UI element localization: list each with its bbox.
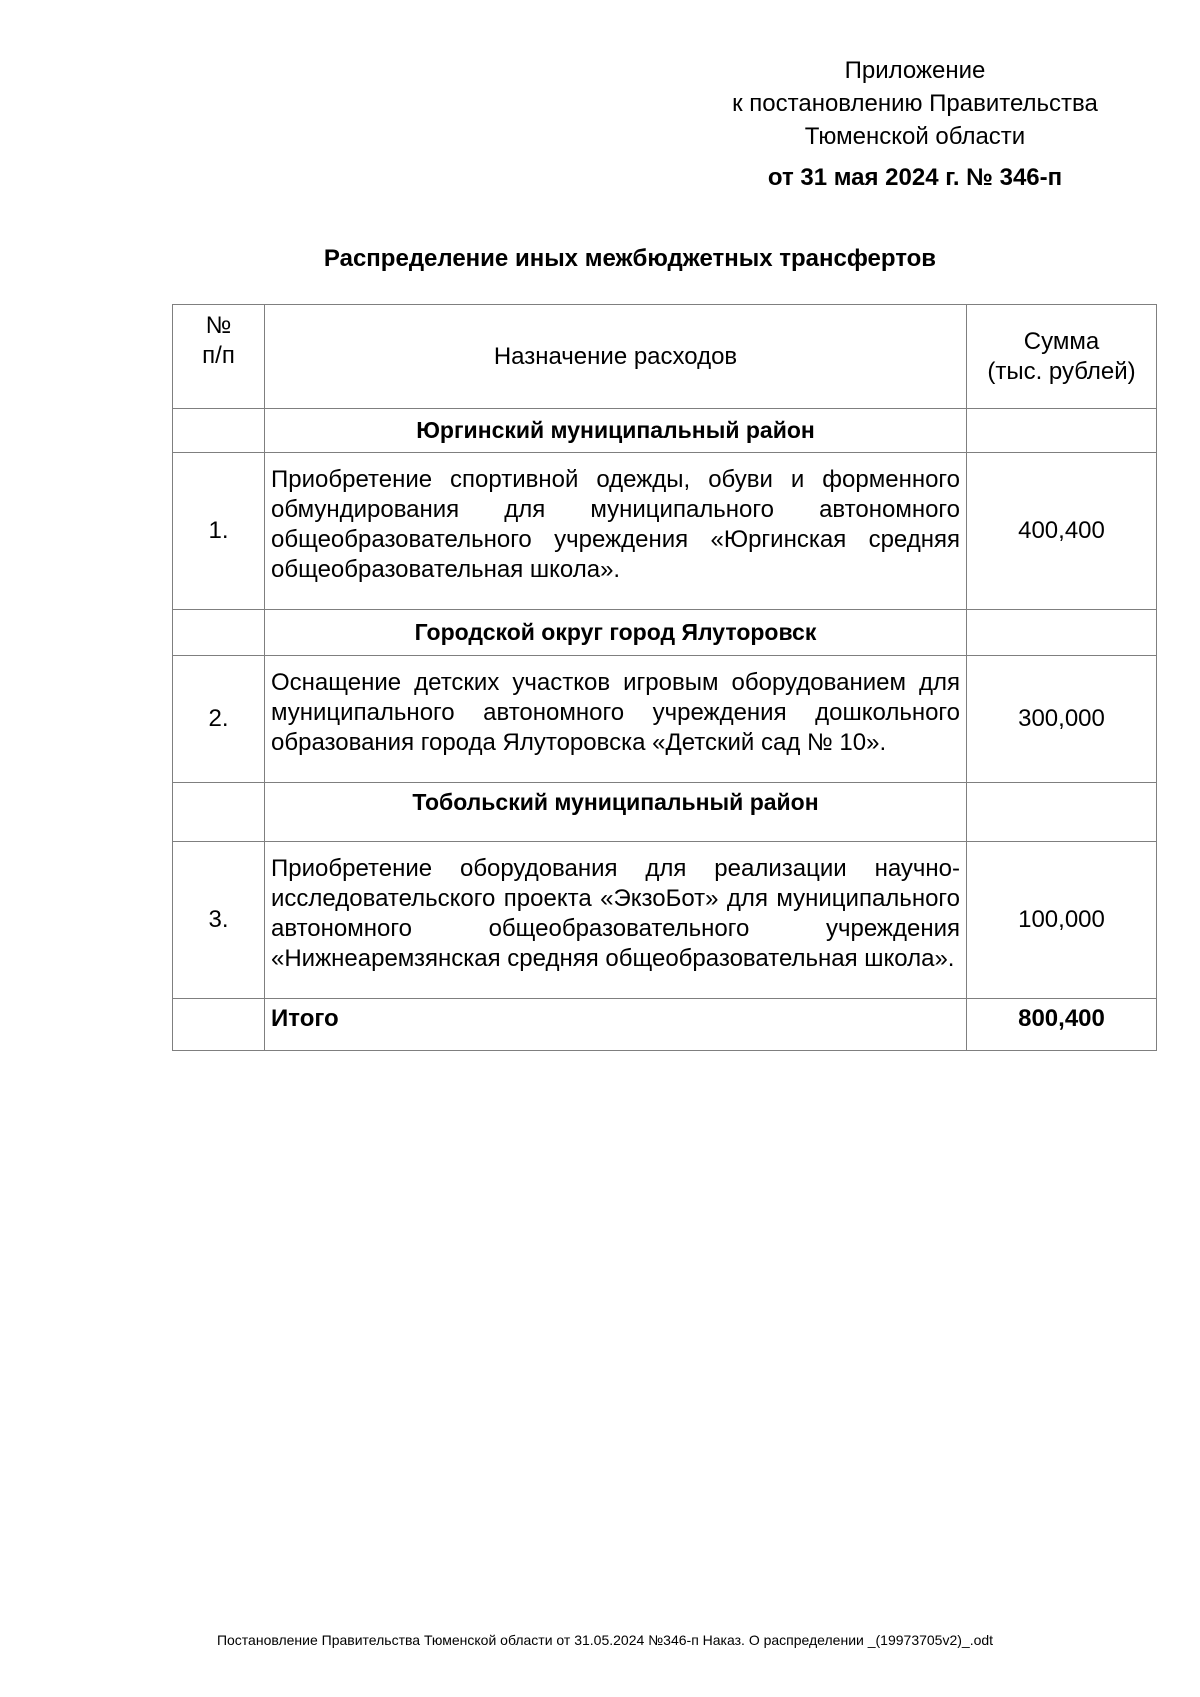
file-footer: Постановление Правительства Тюменской области от 31.05.2024 №346-п Наказ. О распределении _(19973705v2)_.odt (216, 1632, 994, 1648)
row-purpose: Приобретение спортивной одежды, обуви и форменного обмундирования для муниципального автономного общеобразовательного учреждения «Юргинская средняя общеобразовательная школа». (265, 453, 967, 610)
table-row (173, 453, 1157, 610)
row-purpose: Приобретение оборудования для реализации научно-исследовательского проекта «ЭкзоБот» для муниципального автономного общеобразовательного учреждения «Нижнеаремзянская средняя общеобразовательная школа». (265, 842, 967, 999)
group-name: Городской округ город Ялуторовск (265, 610, 967, 656)
header-sum (967, 305, 1157, 409)
group-row (173, 409, 1157, 453)
row-number: 2. (173, 656, 265, 783)
row-number: 3. (173, 842, 265, 999)
group-name: Юргинский муниципальный район (265, 409, 967, 453)
group-name: Тобольский муниципальный район (265, 783, 967, 842)
group-row (173, 610, 1157, 656)
row-sum: 400,400 (967, 453, 1157, 610)
document-title: Распределение иных межбюджетных трансфертов (323, 245, 937, 272)
header-sum-line2: (тыс. рублей) (987, 357, 1136, 385)
header-number-line1: № (205, 312, 232, 339)
row-number: 1. (173, 453, 265, 610)
appendix-header (700, 54, 1130, 194)
row-sum: 300,000 (967, 656, 1157, 783)
header-number (173, 305, 265, 409)
total-row (173, 999, 1157, 1051)
total-label: Итого (265, 999, 967, 1051)
table-row (173, 656, 1157, 783)
group-row (173, 783, 1157, 842)
transfers-table (172, 304, 1157, 1051)
header-number-line2: п/п (202, 342, 235, 369)
row-purpose: Оснащение детских участков игровым оборудованием для муниципального автономного учреждения дошкольного образования города Ялуторовска «Детский сад № 10». (265, 656, 967, 783)
table-header-row (173, 305, 1157, 409)
appendix-label: Приложение (844, 57, 986, 84)
appendix-ref-line: к постановлению Правительства (732, 90, 1098, 117)
row-sum: 100,000 (967, 842, 1157, 999)
table-row (173, 842, 1157, 999)
order-number: от 31 мая 2024 г. № 346-п (767, 164, 1063, 191)
total-sum: 800,400 (967, 999, 1157, 1051)
appendix-region-line: Тюменской области (804, 123, 1026, 150)
header-sum-line1: Сумма (1023, 327, 1100, 355)
header-purpose: Назначение расходов (265, 305, 967, 409)
